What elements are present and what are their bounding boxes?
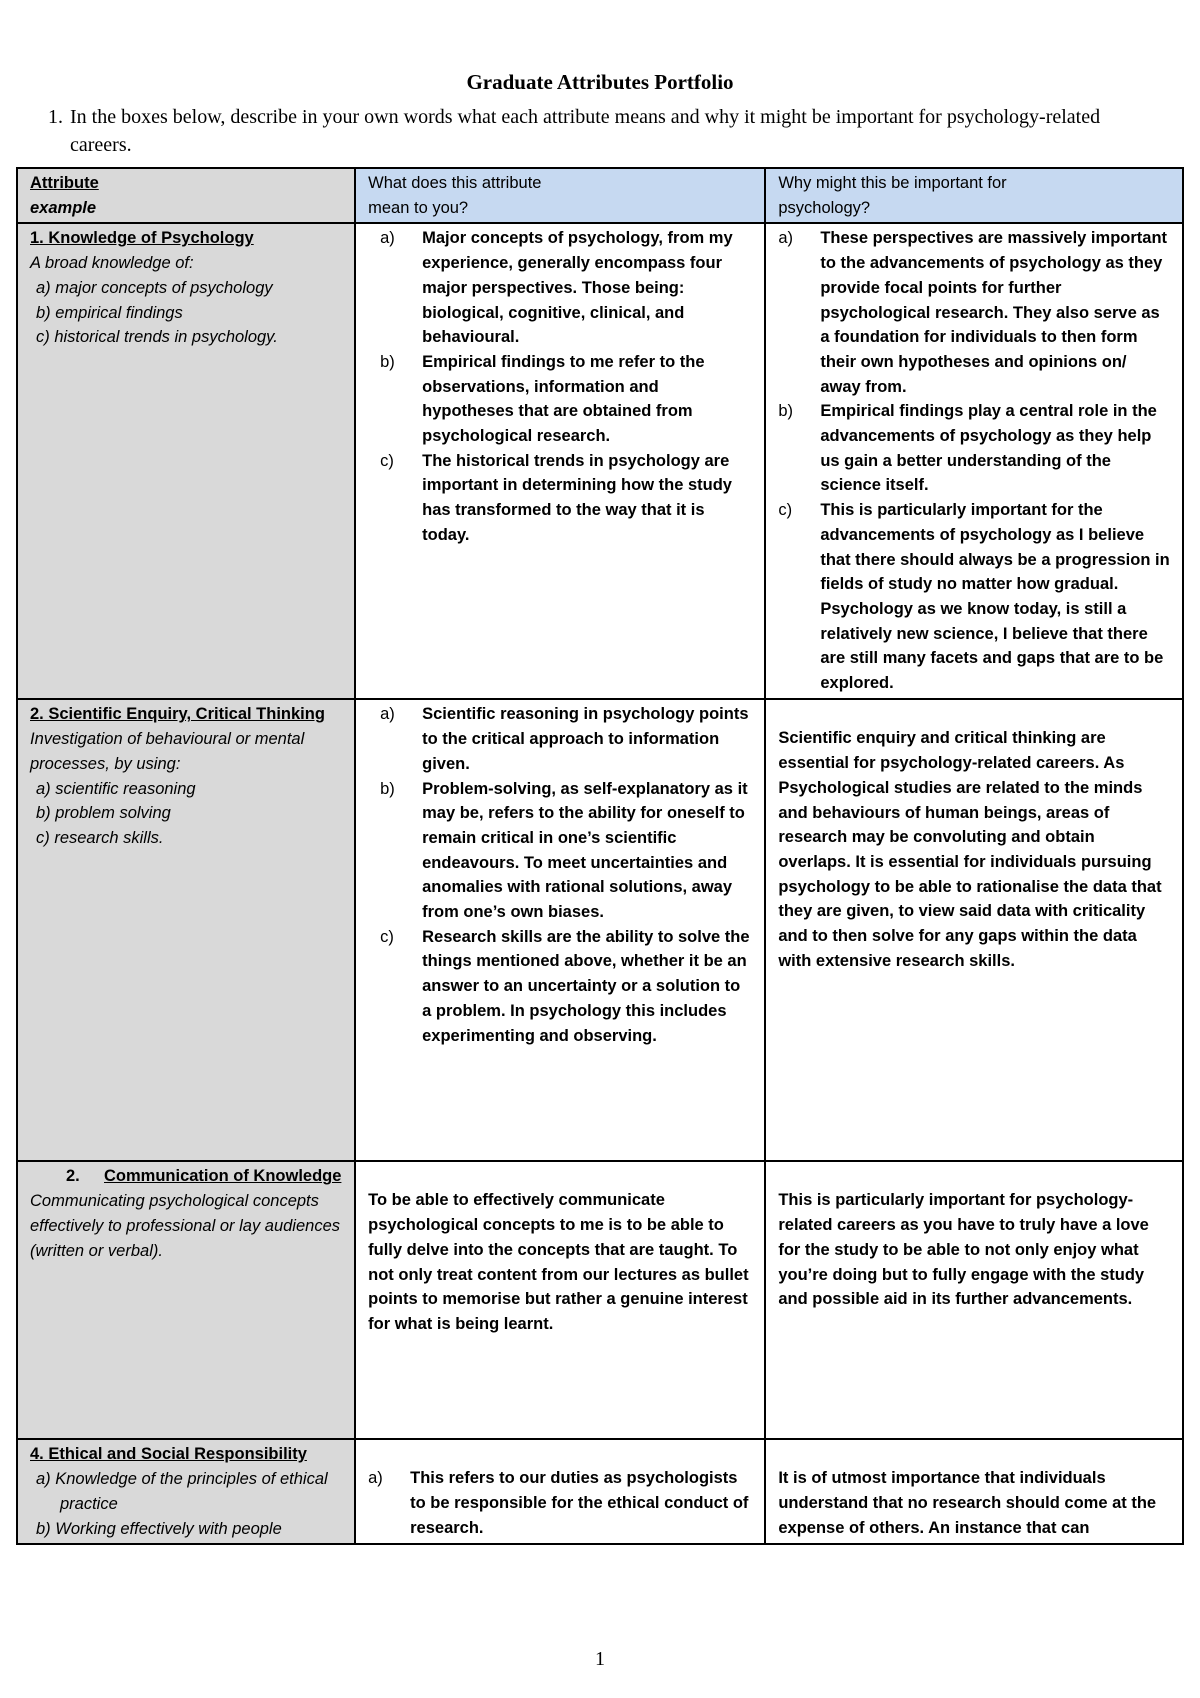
attribute-description: A broad knowledge of:	[30, 254, 194, 273]
attribute-item: b) empirical findings	[36, 303, 183, 322]
attribute-item: b) Working effectively with people	[36, 1519, 282, 1538]
table-row	[17, 1439, 1183, 1544]
attribute-description: Investigation of behavioural or mental processes, by using:	[30, 730, 305, 773]
list-text: Research skills are the ability to solve the things mentioned above, whether it be an answer to an uncertainty or a solution to a problem. In psychology this includes experimenting and observing.	[422, 927, 750, 1045]
list-label: c)	[380, 927, 394, 946]
list-item	[368, 226, 752, 350]
list-text: This is particularly important for the advancements of psychology as I believe that there should always be a progression in fields of study no matter how gradual. Psychology as we know today, is still a relatively new science, I believe that there are still many facets and gaps that are to be explored.	[820, 501, 1170, 693]
page-number: 1	[595, 1648, 605, 1670]
header-importance-line2: psychology?	[778, 198, 871, 217]
importance-cell	[765, 223, 1183, 699]
attribute-item: c) historical trends in psychology.	[36, 328, 278, 347]
attribute-description: Communicating psychological concepts effectively to professional or lay audiences (written or verbal).	[30, 1192, 341, 1260]
meaning-list	[368, 702, 752, 1048]
meaning-cell	[355, 223, 765, 699]
importance-text: It is of utmost importance that individuals understand that no research should come at the expense of others. An instance that can	[778, 1469, 1157, 1537]
instruction-number: 1.	[48, 106, 63, 128]
meaning-cell	[355, 1161, 765, 1439]
importance-cell	[765, 1161, 1183, 1439]
document-title: Graduate Attributes Portfolio	[466, 70, 734, 94]
list-label: b)	[380, 352, 395, 371]
header-meaning-cell	[355, 168, 765, 223]
meaning-list	[368, 1466, 752, 1540]
attribute-item: a) Knowledge of the principles of ethical practice	[36, 1470, 328, 1513]
list-label: a)	[368, 1469, 383, 1488]
list-label: b)	[778, 402, 794, 421]
header-meaning-line1: What does this attribute	[368, 174, 542, 192]
header-attribute-cell	[17, 168, 355, 223]
attribute-item: a) scientific reasoning	[36, 779, 196, 798]
importance-list	[778, 226, 1170, 695]
importance-cell	[765, 1439, 1183, 1544]
list-item	[778, 226, 1170, 399]
list-item	[368, 777, 752, 925]
list-label: b)	[380, 779, 395, 798]
list-text: Problem-solving, as self-explanatory as it may be, refers to the ability for oneself to remain critical in one’s scientific endeavours. To meet uncertainties and anomalies with rational solutions, away from one’s own biases.	[422, 779, 748, 922]
header-importance-cell	[765, 168, 1183, 223]
list-item	[778, 498, 1170, 696]
list-item	[778, 399, 1170, 498]
importance-text: Scientific enquiry and critical thinking are essential for psychology-related careers. As Psychological studies are related to the minds and behaviours of human beings, areas of research may be convoluting and obtain overlaps. It is essential for individuals pursuing psychology to be able to rationalise the data that they are given, to view said data with criticality and to then solve for any gaps within the data with extensive research skills.	[778, 729, 1162, 970]
list-label: a)	[380, 229, 395, 248]
list-text: Major concepts of psychology, from my experience, generally encompass four major perspectives. Those being: biological, cognitive, clinical, and behavioural.	[422, 229, 733, 347]
attribute-name: 2. Scientific Enquiry, Critical Thinking	[30, 705, 325, 724]
attributes-table	[16, 167, 1184, 1545]
header-example: example	[30, 198, 97, 217]
list-text: Scientific reasoning in psychology points to the critical approach to information given.	[422, 705, 749, 773]
list-label: c)	[380, 451, 394, 470]
meaning-list	[368, 226, 752, 547]
table-row	[17, 1161, 1183, 1439]
instruction	[48, 103, 1158, 159]
list-label: a)	[380, 705, 395, 724]
table-header-row	[17, 168, 1183, 223]
attribute-name-text: Communication of Knowledge	[104, 1167, 342, 1186]
meaning-cell	[355, 1439, 765, 1544]
list-item	[368, 1466, 752, 1540]
list-item	[368, 925, 752, 1049]
attribute-name: 1. Knowledge of Psychology	[30, 229, 254, 248]
header-meaning-line2: mean to you?	[368, 198, 469, 217]
list-label: a)	[778, 229, 794, 248]
attribute-cell	[17, 699, 355, 1161]
instruction-text: In the boxes below, describe in your own words what each attribute means and why it might be important for psychology-related careers.	[70, 106, 1101, 156]
meaning-text: To be able to effectively communicate psychological concepts to me is to be able to fully delve into the concepts that are taught. To not only treat content from our lectures as bullet points to memorise but rather a genuine interest for what is being learnt.	[368, 1191, 749, 1333]
list-item	[368, 702, 752, 776]
list-item	[368, 449, 752, 548]
table-row	[17, 223, 1183, 699]
attribute-item: c) research skills.	[36, 828, 164, 847]
attribute-name	[30, 1164, 342, 1189]
list-item	[368, 350, 752, 449]
table-row	[17, 699, 1183, 1161]
attribute-number: 2.	[66, 1167, 80, 1186]
list-text: This refers to our duties as psychologists to be responsible for the ethical conduct of research.	[410, 1469, 749, 1537]
attribute-cell	[17, 1439, 355, 1544]
list-text: These perspectives are massively important to the advancements of psychology as they provide focal points for further psychological research. They also serve as a foundation for individuals to then form their own hypotheses and opinions on/ away from.	[820, 229, 1168, 396]
header-attribute: Attribute	[30, 174, 99, 192]
importance-cell	[765, 699, 1183, 1161]
header-importance-line1: Why might this be important for	[778, 174, 1007, 192]
list-label: c)	[778, 501, 793, 520]
list-text: The historical trends in psychology are important in determining how the study has transformed to the way that it is today.	[422, 451, 732, 544]
list-text: Empirical findings to me refer to the observations, information and hypotheses that are obtained from psychological research.	[422, 352, 705, 446]
attribute-cell	[17, 1161, 355, 1439]
list-text: Empirical findings play a central role in the advancements of psychology as they help us gain a better understanding of the science itself.	[820, 402, 1157, 495]
attribute-item: b) problem solving	[36, 804, 171, 823]
attribute-cell	[17, 223, 355, 699]
attribute-name: 4. Ethical and Social Responsibility	[30, 1445, 307, 1464]
meaning-cell	[355, 699, 765, 1161]
attribute-item: a) major concepts of psychology	[36, 278, 273, 297]
importance-text: This is particularly important for psychology-related careers as you have to truly have a love for the study to be able to not only enjoy what you’re doing but to fully engage with the study and possible aid in its further advancements.	[778, 1191, 1149, 1309]
